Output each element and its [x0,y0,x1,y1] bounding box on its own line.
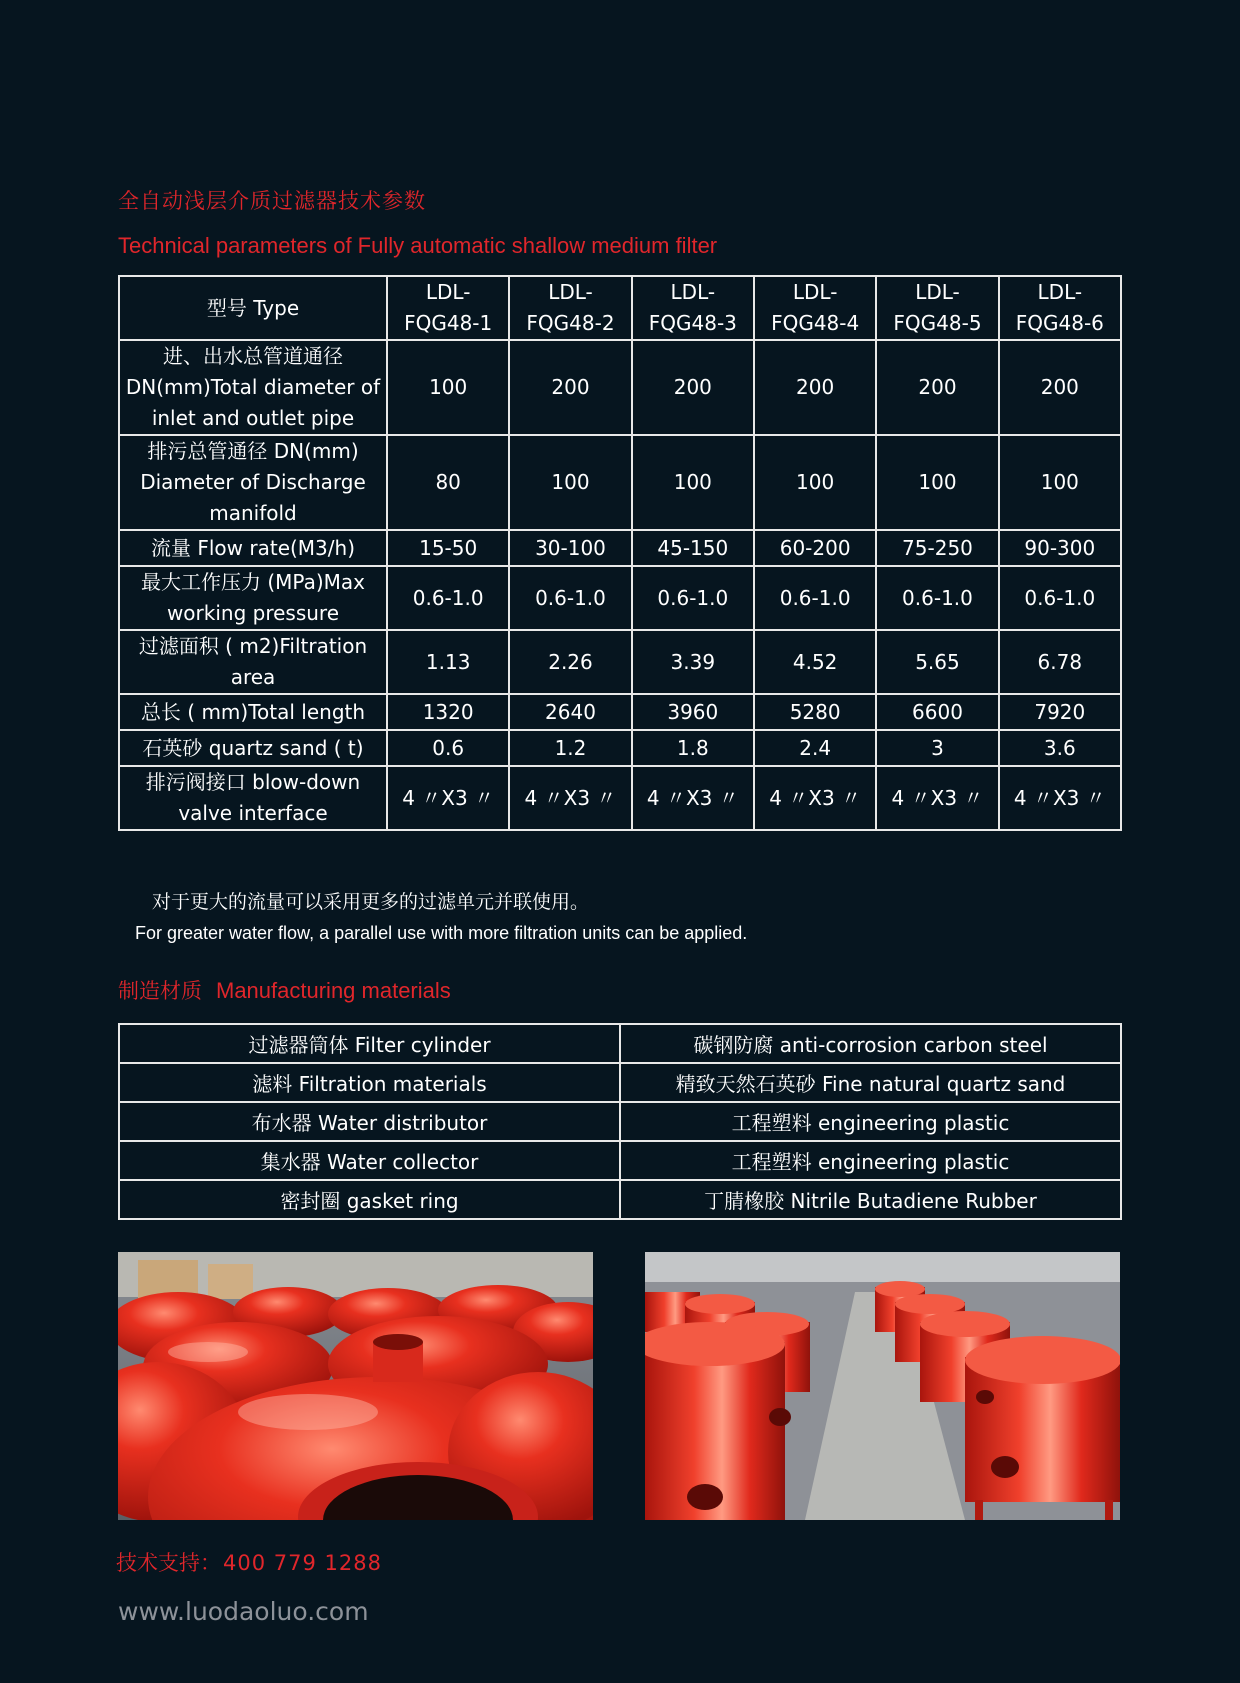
value-cell [999,766,1121,830]
table-row [119,340,1121,435]
value-cell-line: 80 [435,470,461,494]
spec-table [118,275,1122,831]
table-row [119,630,1121,694]
row-label-cell-line: 流量 Flow rate(M3/h) [151,535,355,560]
value-cell-line: 1.2 [554,735,587,760]
value-cell-line: 1320 [422,699,474,724]
model-header-cell [387,276,509,340]
table-row [119,730,1121,766]
value-cell [876,730,998,766]
value-cell [387,435,509,530]
model-header-cell [754,276,876,340]
model-header-cell [509,276,631,340]
materials-title [118,975,451,1005]
value-cell-line: 6.78 [1037,649,1083,674]
value-cell [876,630,998,694]
model-header-cell-line: FQG48-4 [771,311,860,335]
row-label-cell [119,566,387,630]
value-cell-line: 1.13 [425,649,471,674]
model-header-cell-line: LDL- [915,280,960,304]
value-cell [387,730,509,766]
value-cell [509,630,631,694]
material-spec-cell: 工程塑料 engineering plastic [620,1141,1121,1180]
value-cell-line: 0.6-1.0 [412,585,484,610]
support-phone: 400 779 1288 [223,1551,382,1575]
value-cell-line: 6600 [912,699,963,724]
material-spec-cell: 精致天然石英砂 Fine natural quartz sand [620,1063,1121,1102]
value-cell [509,566,631,630]
value-cell-line: 90-300 [1024,535,1096,560]
value-cell [754,530,876,566]
row-label-cell-line: 排污总管通径 DN(mm) [147,439,359,463]
model-header-cell-line: LDL- [670,280,716,304]
value-cell [999,435,1121,530]
value-cell [876,530,998,566]
row-label-cell [119,694,387,730]
value-cell-line: 0.6 [432,735,465,760]
table-row [119,530,1121,566]
model-header-cell-line: FQG48-1 [404,311,493,335]
row-label-cell-line: 排污阀接口 blow-down [145,770,361,794]
value-cell-line: 3 [931,735,944,760]
value-cell-line: 200 [918,375,957,399]
materials-table [118,1023,1122,1220]
page-title-en: Technical parameters of Fully automatic shallow medium filter [118,233,718,258]
value-cell [999,566,1121,630]
material-spec-cell: 碳钢防腐 anti-corrosion carbon steel [620,1024,1121,1063]
tech-support [116,1547,382,1577]
value-cell [632,630,754,694]
value-cell [999,530,1121,566]
table-row [119,766,1121,830]
table-row [119,435,1121,530]
row-label-cell [119,766,387,830]
model-header-cell-line: LDL- [425,280,471,304]
row-label-cell-line: DN(mm)Total diameter of [125,375,381,399]
value-cell-line: 7920 [1034,699,1086,724]
row-label-cell-line: 进、出水总管道通径 [163,344,343,368]
value-cell-line: 30-100 [535,535,606,560]
value-cell [876,694,998,730]
value-cell-line: 2640 [545,699,596,724]
value-cell [876,766,998,830]
row-label-cell-line: area [230,665,276,689]
photo-tank-tops [118,1252,593,1520]
model-header-cell [632,276,754,340]
material-row [119,1102,1121,1141]
value-cell [754,630,876,694]
value-cell-line: 100 [1040,470,1079,494]
material-component-cell: 集水器 Water collector [119,1141,620,1180]
value-cell-line: 200 [673,375,712,399]
row-label-cell-line: 石英砂 quartz sand ( t) [142,735,364,760]
value-cell-line: 100 [551,470,590,494]
value-cell [754,340,876,435]
value-cell [509,530,631,566]
value-cell-line: 100 [796,470,835,494]
value-cell-line: 0.6-1.0 [535,585,606,610]
row-label-cell [119,730,387,766]
value-cell-line: 45-150 [657,535,729,560]
model-header-cell-line: FQG48-6 [1015,311,1104,335]
material-row [119,1063,1121,1102]
value-cell-line: 3.6 [1043,735,1076,760]
value-cell [876,435,998,530]
value-cell-line: 200 [796,375,835,399]
value-cell-line: 0.6-1.0 [902,585,973,610]
model-header-cell-line: FQG48-5 [893,311,982,335]
model-header-cell-line: LDL- [1037,280,1083,304]
row-label-cell-line: 总长 ( mm)Total length [140,699,366,724]
materials-title-cn: 制造材质 [118,979,202,1003]
value-cell-line: 100 [429,375,468,399]
value-cell-line: 100 [918,470,957,494]
value-cell-line: 4 〃X3 〃 [524,785,617,810]
value-cell-line: 1.8 [676,735,709,760]
value-cell [632,435,754,530]
value-cell-line: 3.39 [670,649,716,674]
value-cell [387,530,509,566]
page-title-cn: 全自动浅层介质过滤器技术参数 [118,189,426,213]
model-header-cell-line: FQG48-3 [648,311,737,335]
value-cell [632,766,754,830]
model-header-cell-line: LDL- [548,280,593,304]
value-cell-line: 100 [673,470,712,494]
value-cell [509,730,631,766]
value-cell [632,530,754,566]
type-header-cell [119,276,387,340]
value-cell-line: 3960 [667,699,719,724]
value-cell [632,730,754,766]
value-cell [999,694,1121,730]
photo-tank-rows [645,1252,1120,1520]
model-header-cell-line: FQG48-2 [526,311,615,335]
row-label-cell-line: valve interface [178,801,328,825]
value-cell-line: 0.6-1.0 [1024,585,1096,610]
value-cell [632,566,754,630]
value-cell-line: 15-50 [419,535,478,560]
table-header-row [119,276,1121,340]
value-cell [387,340,509,435]
table-row [119,694,1121,730]
value-cell [754,566,876,630]
value-cell-line: 0.6-1.0 [657,585,729,610]
row-label-cell-line: manifold [209,501,297,525]
value-cell [387,566,509,630]
value-cell [754,766,876,830]
value-cell-line: 2.26 [548,649,593,674]
value-cell-line: 4.52 [792,649,838,674]
note-en: For greater water flow, a parallel use with more filtration units can be applied. [135,923,748,943]
materials-title-en: Manufacturing materials [216,978,451,1003]
value-cell-line: 75-250 [902,535,973,560]
material-row [119,1141,1121,1180]
value-cell [999,730,1121,766]
material-spec-cell: 工程塑料 engineering plastic [620,1102,1121,1141]
value-cell [387,630,509,694]
row-label-cell [119,340,387,435]
website-url[interactable]: www.luodaoluo.com [118,1597,369,1626]
row-label-cell [119,630,387,694]
value-cell-line: 5.65 [915,649,960,674]
value-cell-line: 200 [551,375,590,399]
value-cell-line: 4 〃X3 〃 [891,785,984,810]
material-row [119,1024,1121,1063]
value-cell [509,766,631,830]
row-label-cell [119,435,387,530]
row-label-cell-line: inlet and outlet pipe [151,406,355,430]
value-cell-line: 200 [1040,375,1079,399]
row-label-cell-line: 最大工作压力 (MPa)Max [141,570,365,594]
row-label-cell [119,530,387,566]
value-cell-line: 4 〃X3 〃 [646,785,739,810]
support-label: 技术支持： [116,1551,221,1575]
type-header-cell-line: 型号 Type [206,295,300,320]
value-cell [632,694,754,730]
value-cell [509,435,631,530]
table-row [119,566,1121,630]
model-header-cell-line: LDL- [792,280,838,304]
value-cell-line: 0.6-1.0 [779,585,851,610]
value-cell [754,694,876,730]
value-cell [876,340,998,435]
value-cell-line: 4 〃X3 〃 [1013,785,1106,810]
value-cell-line: 60-200 [779,535,851,560]
value-cell-line: 4 〃X3 〃 [769,785,862,810]
material-component-cell: 密封圈 gasket ring [119,1180,620,1219]
row-label-cell-line: Diameter of Discharge [140,470,366,494]
material-row [119,1180,1121,1219]
value-cell [387,766,509,830]
value-cell [509,340,631,435]
note-cn: 对于更大的流量可以采用更多的过滤单元并联使用。 [152,891,590,913]
value-cell [754,435,876,530]
value-cell [999,630,1121,694]
model-header-cell [999,276,1121,340]
value-cell [876,566,998,630]
value-cell-line: 5280 [789,699,841,724]
value-cell [632,340,754,435]
value-cell-line: 4 〃X3 〃 [402,785,495,810]
material-component-cell: 过滤器筒体 Filter cylinder [119,1024,620,1063]
row-label-cell-line: 过滤面积 ( m2)Filtration [138,634,368,658]
model-header-cell [876,276,998,340]
value-cell [999,340,1121,435]
material-component-cell: 布水器 Water distributor [119,1102,620,1141]
value-cell-line: 2.4 [799,735,832,760]
row-label-cell-line: working pressure [166,601,340,625]
value-cell [754,730,876,766]
material-component-cell: 滤料 Filtration materials [119,1063,620,1102]
value-cell [509,694,631,730]
material-spec-cell: 丁腈橡胶 Nitrile Butadiene Rubber [620,1180,1121,1219]
value-cell [387,694,509,730]
